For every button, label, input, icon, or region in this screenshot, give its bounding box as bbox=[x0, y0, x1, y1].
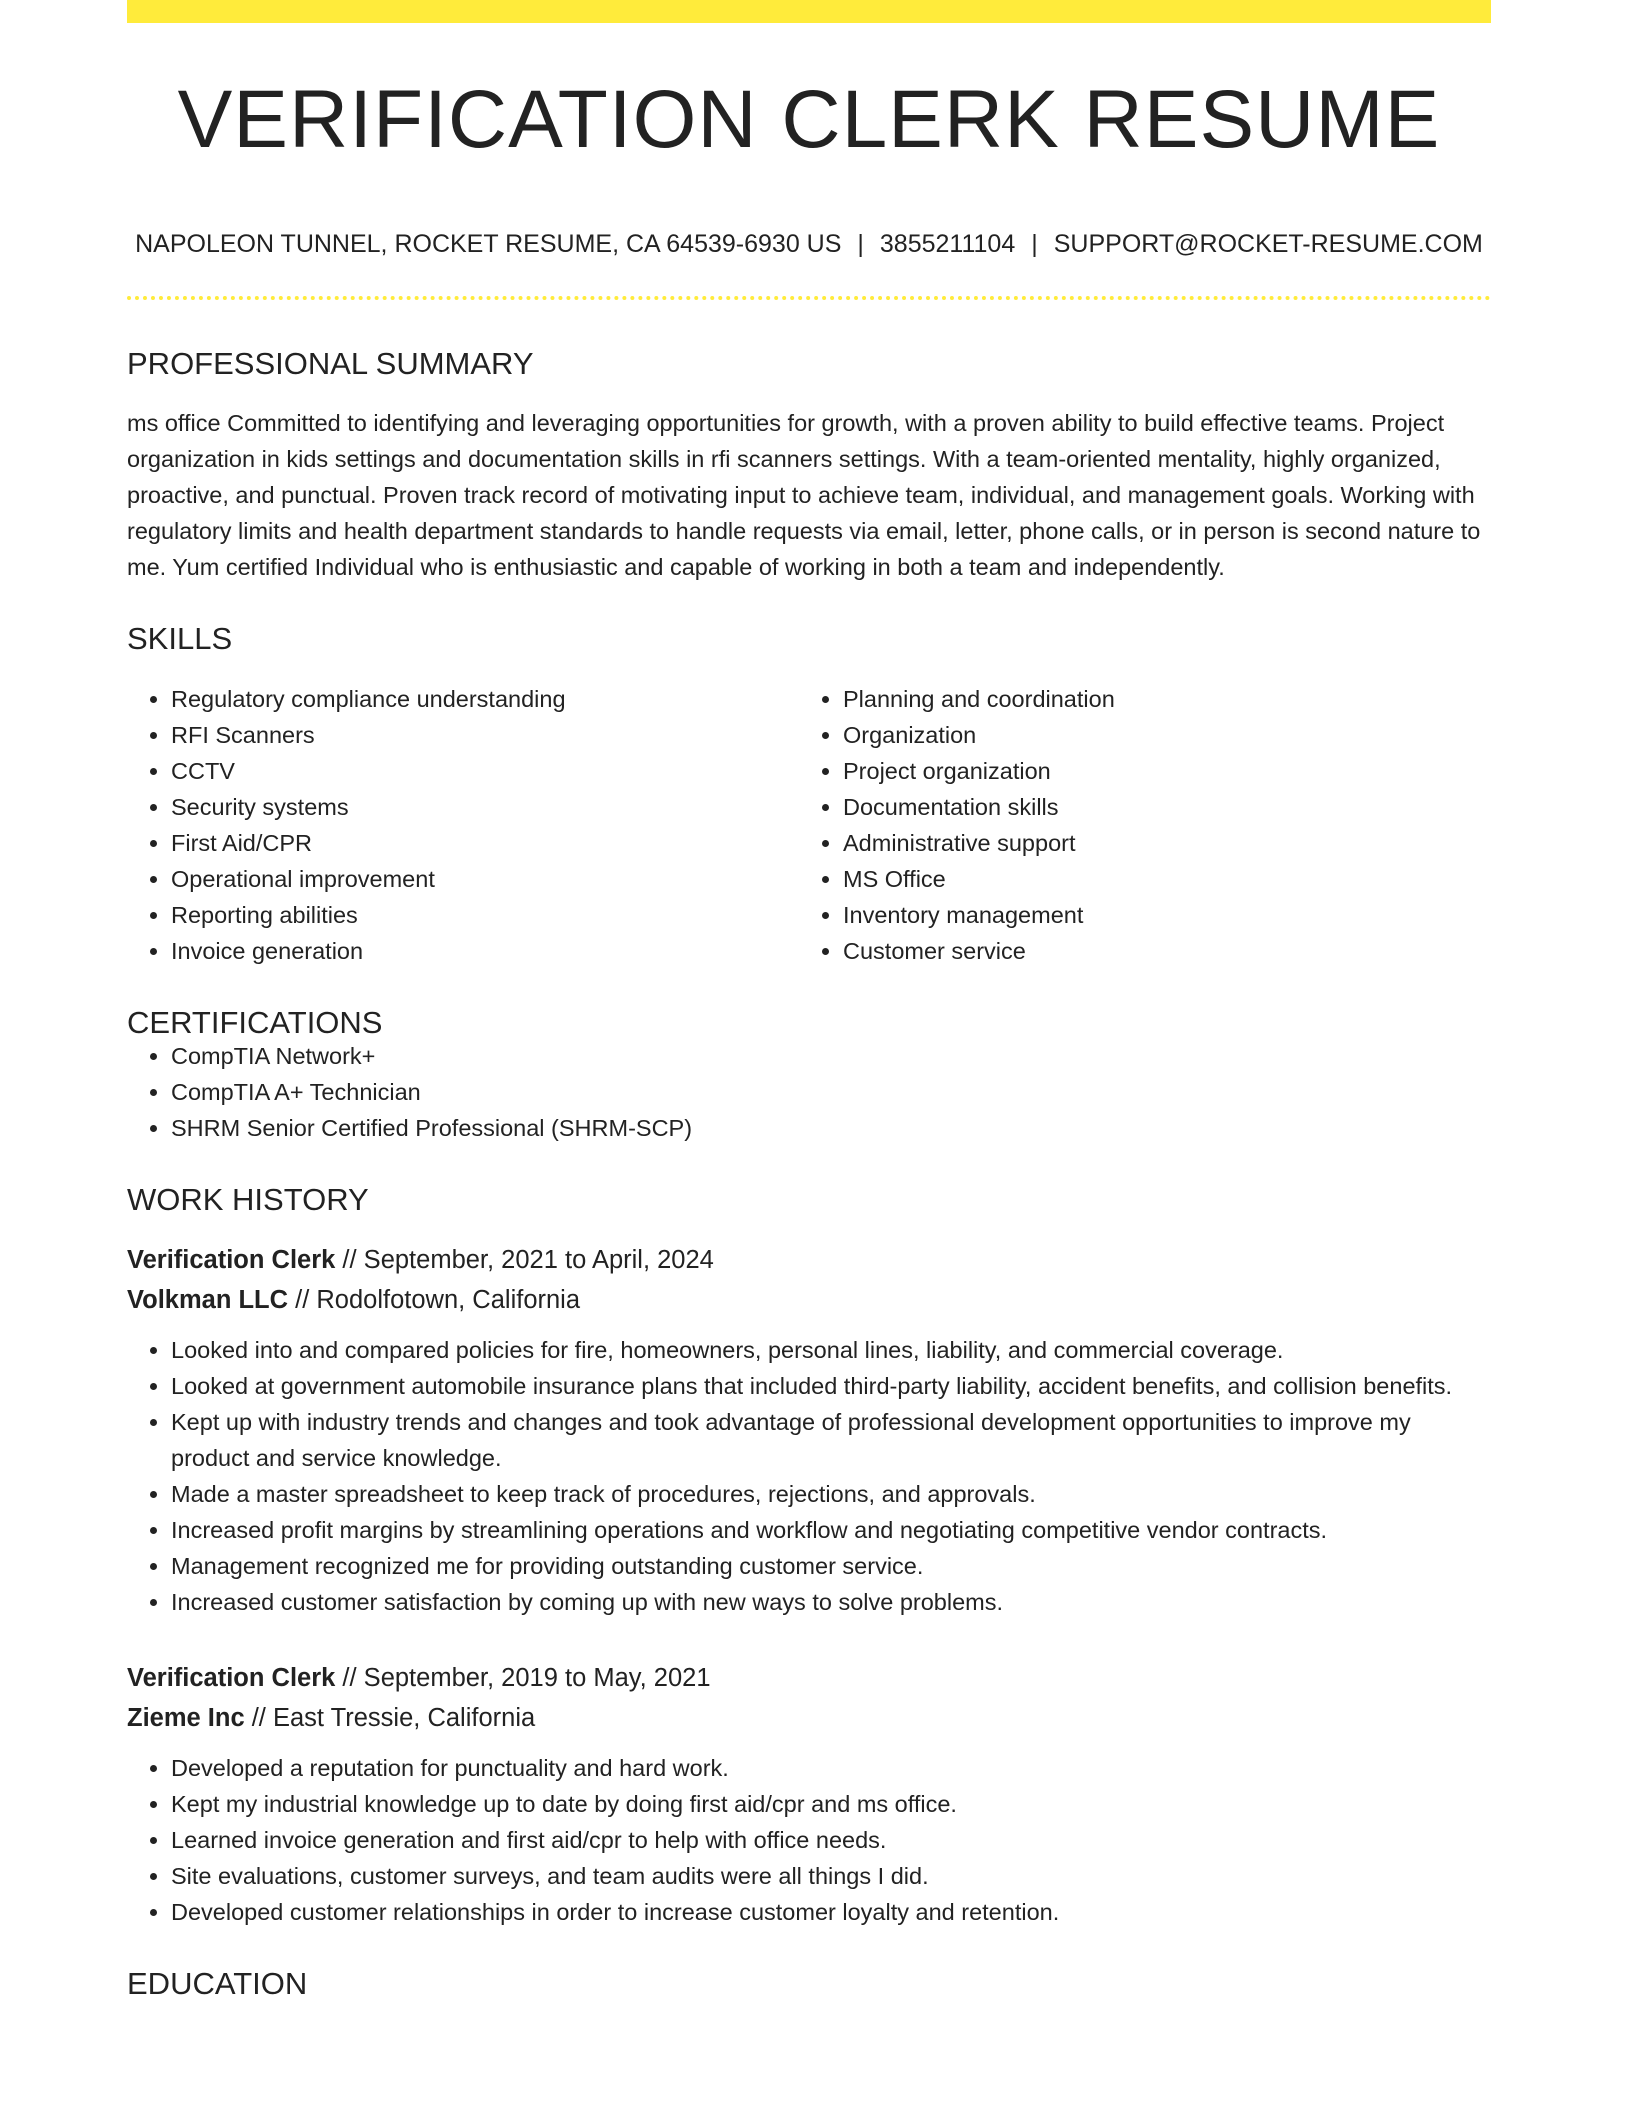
contact-address: NAPOLEON TUNNEL, ROCKET RESUME, CA 64539-6930 US bbox=[135, 230, 842, 258]
job-bullet: • Kept up with industry trends and changes and took advantage of professional development opportunities to improve my product and service knowledge. bbox=[171, 1404, 1491, 1476]
job-bullet: • Developed customer relationships in order to increase customer loyalty and retention. bbox=[171, 1894, 1491, 1930]
skills-column-right bbox=[799, 681, 1471, 969]
certifications-heading: CERTIFICATIONS bbox=[127, 1005, 383, 1040]
skill-item: • Security systems bbox=[171, 789, 799, 825]
certification-item: • SHRM Senior Certified Professional (SHRM-SCP) bbox=[171, 1110, 1491, 1146]
job-bullet: • Increased customer satisfaction by coming up with new ways to solve problems. bbox=[171, 1584, 1491, 1620]
skill-item: • Customer service bbox=[843, 933, 1471, 969]
skill-item: • Operational improvement bbox=[171, 861, 799, 897]
skill-item: • Regulatory compliance understanding bbox=[171, 681, 799, 717]
skills-heading: SKILLS bbox=[127, 621, 233, 656]
job-role-line bbox=[127, 1240, 1491, 1280]
contact-line bbox=[127, 232, 1491, 257]
skill-item: • MS Office bbox=[843, 861, 1471, 897]
job-bullet: • Kept my industrial knowledge up to date by doing first aid/cpr and ms office. bbox=[171, 1786, 1491, 1822]
contact-phone: 3855211104 bbox=[879, 230, 1016, 258]
skill-item: • Reporting abilities bbox=[171, 897, 799, 933]
job-bullet: • Learned invoice generation and first aid/cpr to help with office needs. bbox=[171, 1822, 1491, 1858]
skill-item: • Inventory management bbox=[843, 897, 1471, 933]
job-role: Verification Clerk bbox=[127, 1664, 336, 1692]
skill-item: • RFI Scanners bbox=[171, 717, 799, 753]
job-location: // Rodolfotown, California bbox=[288, 1286, 581, 1314]
resume-title: VERIFICATION CLERK RESUME bbox=[177, 74, 1441, 165]
job-bullet: • Made a master spreadsheet to keep track of procedures, rejections, and approvals. bbox=[171, 1476, 1491, 1512]
skill-item: • Organization bbox=[843, 717, 1471, 753]
job-bullet: • Increased profit margins by streamlining operations and workflow and negotiating competitive vendor contracts. bbox=[171, 1512, 1491, 1548]
summary-text: ms office Committed to identifying and leveraging opportunities for growth, with a proven ability to build effective teams. Project organization in kids settings and documentation skills in rfi scanners settings. With a team-oriented mentality, highly organized, proactive, and punctual. Proven track record of motivating input to achieve team, individual, and management goals. Working with regulatory limits and health department standards to handle requests via email, letter, phone calls, or in person is second nature to me. Yum certified Individual who is enthusiastic and capable of working in both a team and independently. bbox=[127, 410, 1481, 580]
job-company: Zieme Inc bbox=[127, 1704, 245, 1732]
contact-email: SUPPORT@ROCKET-RESUME.COM bbox=[1053, 230, 1483, 258]
skill-item: • Planning and coordination bbox=[843, 681, 1471, 717]
skills-column-left bbox=[127, 681, 799, 969]
skill-item: • Documentation skills bbox=[843, 789, 1471, 825]
job-entry bbox=[127, 1658, 1491, 1930]
skill-item: • CCTV bbox=[171, 753, 799, 789]
job-bullets bbox=[127, 1332, 1491, 1620]
skill-item: • Invoice generation bbox=[171, 933, 799, 969]
job-company-line bbox=[127, 1698, 1491, 1738]
job-bullet: • Management recognized me for providing outstanding customer service. bbox=[171, 1548, 1491, 1584]
job-bullet: • Looked at government automobile insurance plans that included third-party liability, accident benefits, and collision benefits. bbox=[171, 1368, 1491, 1404]
top-accent-bar bbox=[127, 0, 1491, 23]
skill-item: • Project organization bbox=[843, 753, 1471, 789]
job-company-line bbox=[127, 1280, 1491, 1320]
skills-grid bbox=[127, 681, 1491, 969]
education-heading: EDUCATION bbox=[127, 1966, 308, 2001]
job-role-line bbox=[127, 1658, 1491, 1698]
certification-item: • CompTIA Network+ bbox=[171, 1038, 1491, 1074]
job-bullet: • Developed a reputation for punctuality and hard work. bbox=[171, 1750, 1491, 1786]
skill-item: • First Aid/CPR bbox=[171, 825, 799, 861]
certification-item: • CompTIA A+ Technician bbox=[171, 1074, 1491, 1110]
contact-separator: | bbox=[1031, 230, 1038, 258]
summary-heading: PROFESSIONAL SUMMARY bbox=[127, 346, 534, 381]
job-dates: // September, 2021 to April, 2024 bbox=[335, 1246, 714, 1274]
work-history-heading: WORK HISTORY bbox=[127, 1182, 369, 1217]
job-role: Verification Clerk bbox=[127, 1246, 336, 1274]
job-bullet: • Site evaluations, customer surveys, and team audits were all things I did. bbox=[171, 1858, 1491, 1894]
job-location: // East Tressie, California bbox=[244, 1704, 536, 1732]
job-bullets bbox=[127, 1750, 1491, 1930]
job-dates: // September, 2019 to May, 2021 bbox=[335, 1664, 711, 1692]
job-company: Volkman LLC bbox=[127, 1286, 289, 1314]
certifications-list bbox=[127, 1038, 1491, 1146]
resume-page bbox=[127, 0, 1491, 1999]
contact-separator: | bbox=[857, 230, 864, 258]
skill-item: • Administrative support bbox=[843, 825, 1471, 861]
job-bullet: • Looked into and compared policies for fire, homeowners, personal lines, liability, and commercial coverage. bbox=[171, 1332, 1491, 1368]
dotted-divider bbox=[127, 296, 1491, 300]
job-entry bbox=[127, 1240, 1491, 1620]
